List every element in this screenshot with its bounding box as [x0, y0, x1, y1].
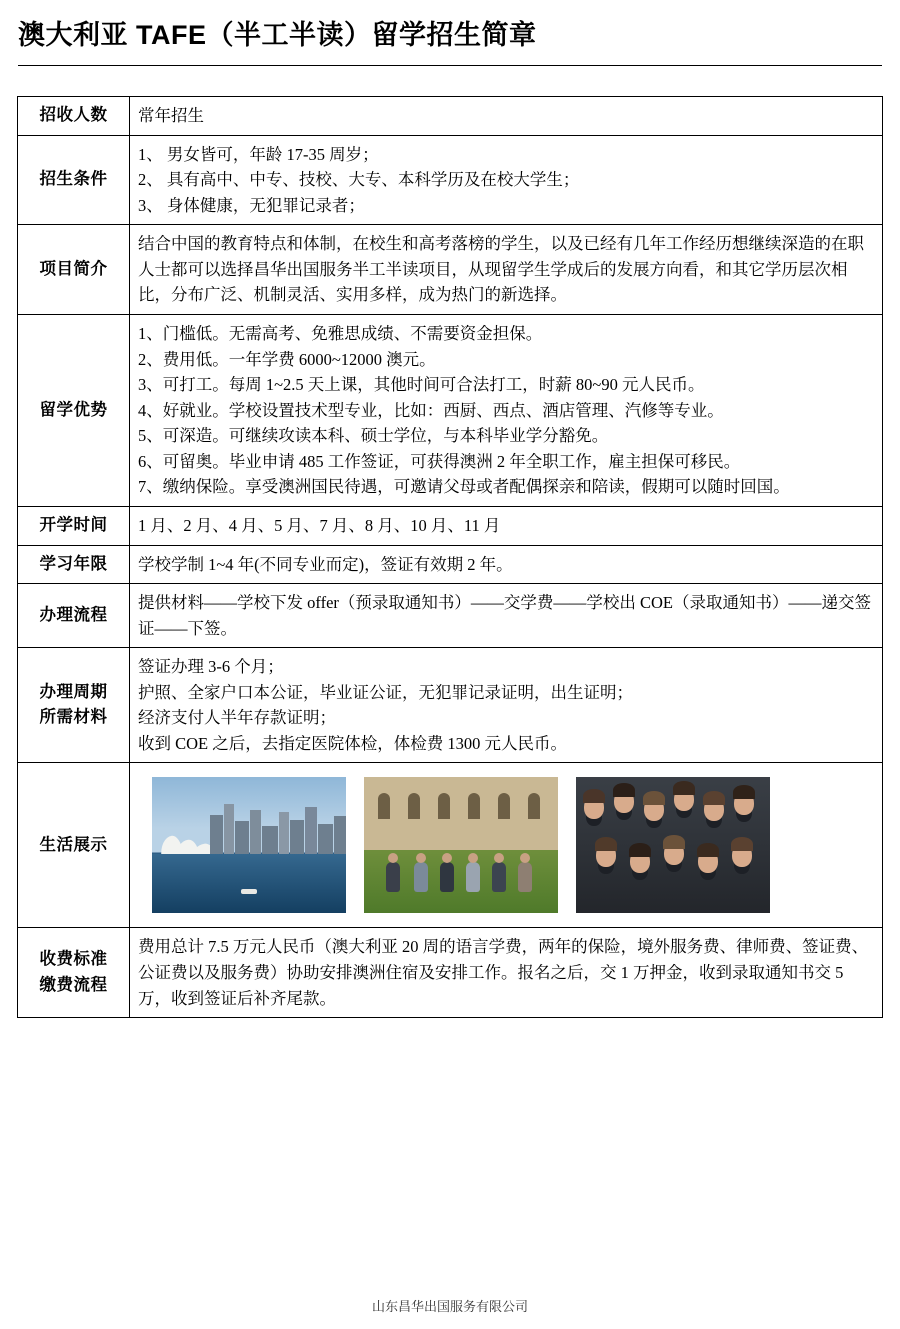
row-content-fees [130, 928, 883, 1018]
table-row [18, 763, 883, 928]
row-content-life-showcase [130, 763, 883, 928]
table-row [18, 225, 883, 315]
table-row [18, 648, 883, 763]
text-line: 收到 COE 之后，去指定医院体检，体检费 1300 元人民币。 [138, 733, 567, 753]
row-content-advantages [130, 315, 883, 507]
text-line: 4、好就业。学校设置技术型专业，比如：西厨、西点、酒店管理、汽修等专业。 [138, 400, 724, 420]
label-line: 办理周期 [39, 682, 108, 701]
row-content-materials [130, 648, 883, 763]
table-row [18, 97, 883, 136]
row-content-requirements [130, 135, 883, 225]
text-line: 1、门槛低。无需高考、免雅思成绩、不需要资金担保。 [138, 324, 543, 344]
row-content-program-intro [130, 225, 883, 315]
skyline-shape [152, 791, 346, 854]
table-row [18, 928, 883, 1018]
text-line: 3、可打工。每周 1~2.5 天上课，其他时间可合法打工，时薪 80~90 元人民币。 [138, 375, 705, 395]
row-label-study-duration: 学习年限 [18, 545, 130, 584]
text-line: 1、 男女皆可，年龄 17-35 周岁； [138, 144, 379, 164]
label-line: 缴费流程 [39, 975, 108, 994]
table-row [18, 135, 883, 225]
row-content-enrollment-count [130, 97, 883, 136]
page-title: 澳大利亚 TAFE（半工半读）留学招生简章 [18, 20, 537, 50]
text-line: 护照、全家户口本公证，毕业证公证，无犯罪记录证明，出生证明； [138, 682, 633, 702]
text-line: 结合中国的教育特点和体制，在校生和高考落榜的学生，以及已经有几年工作经历想继续深造的在职人士都可以选择昌华出国服务半工半读项目，从现留学生学成后的发展方向看，和其它学历层次相比，分布广泛、机制灵活、实用多样，成为热门的新选择。 [138, 234, 864, 305]
row-label-program-intro: 项目简介 [18, 225, 130, 315]
row-content-start-dates [130, 506, 883, 545]
text-line: 提供材料——学校下发 offer（预录取通知书）——交学费——学校出 COE（录取通知书）——递交签证——下签。 [138, 593, 872, 638]
photo-gallery [138, 769, 874, 921]
text-line: 2、费用低。一年学费 6000~12000 澳元。 [138, 349, 436, 369]
label-line: 所需材料 [39, 708, 108, 727]
text-line: 5、可深造。可继续攻读本科、硕士学位，与本科毕业学分豁免。 [138, 426, 609, 446]
label-line: 收费标准 [39, 950, 108, 969]
text-line: 2、 具有高中、中专、技校、大专、本科学历及在校大学生； [138, 170, 580, 190]
table-row [18, 545, 883, 584]
sandstone-building [364, 777, 558, 849]
table-row [18, 506, 883, 545]
text-line: 费用总计 7.5 万元人民币（澳大利亚 20 周的语言学费，两年的保险，境外服务费、律师费、签证费、公证费以及服务费）协助安排澳洲住宿及安排工作。报名之后，交 1 万押金，收到录取通知书交 5 万，收到签证后补齐尾款。 [138, 937, 869, 1008]
text-line: 1 月、2 月、4 月、5 月、7 月、8 月、10 月、11 月 [138, 515, 501, 535]
table-row [18, 584, 883, 648]
page-footer: 山东昌华出国服务有限公司 [371, 1299, 528, 1314]
admissions-table [17, 96, 883, 1018]
text-line: 7、缴纳保险。享受澳洲国民待遇，可邀请父母或者配偶探亲和陪读，假期可以随时回国。 [138, 477, 790, 497]
table-row [18, 315, 883, 507]
row-label-requirements: 招生条件 [18, 135, 130, 225]
text-line: 常年招生 [138, 106, 204, 126]
row-label-fees [18, 928, 130, 1018]
text-line: 6、可留奥。毕业申请 485 工作签证，可获得澳洲 2 年全职工作，雇主担保可移民。 [138, 451, 741, 471]
row-label-process: 办理流程 [18, 584, 130, 648]
text-line: 经济支付人半年存款证明； [138, 708, 336, 728]
sydney-harbour-photo [152, 777, 346, 913]
row-label-advantages: 留学优势 [18, 315, 130, 507]
row-label-life-showcase: 生活展示 [18, 763, 130, 928]
row-content-process [130, 584, 883, 648]
text-line: 签证办理 3-6 个月； [138, 657, 284, 677]
campus-students-photo [364, 777, 558, 913]
ferry-shape [241, 889, 257, 894]
text-line: 学校学制 1~4 年(不同专业而定)，签证有效期 2 年。 [138, 554, 513, 574]
row-label-start-dates: 开学时间 [18, 506, 130, 545]
row-label-materials [18, 648, 130, 763]
graduates-crowd-photo [576, 777, 770, 913]
harbour-water [152, 854, 346, 914]
text-line: 3、 身体健康，无犯罪记录者； [138, 195, 365, 215]
title-divider [18, 65, 882, 66]
row-content-study-duration [130, 545, 883, 584]
row-label-enrollment-count: 招收人数 [18, 97, 130, 136]
